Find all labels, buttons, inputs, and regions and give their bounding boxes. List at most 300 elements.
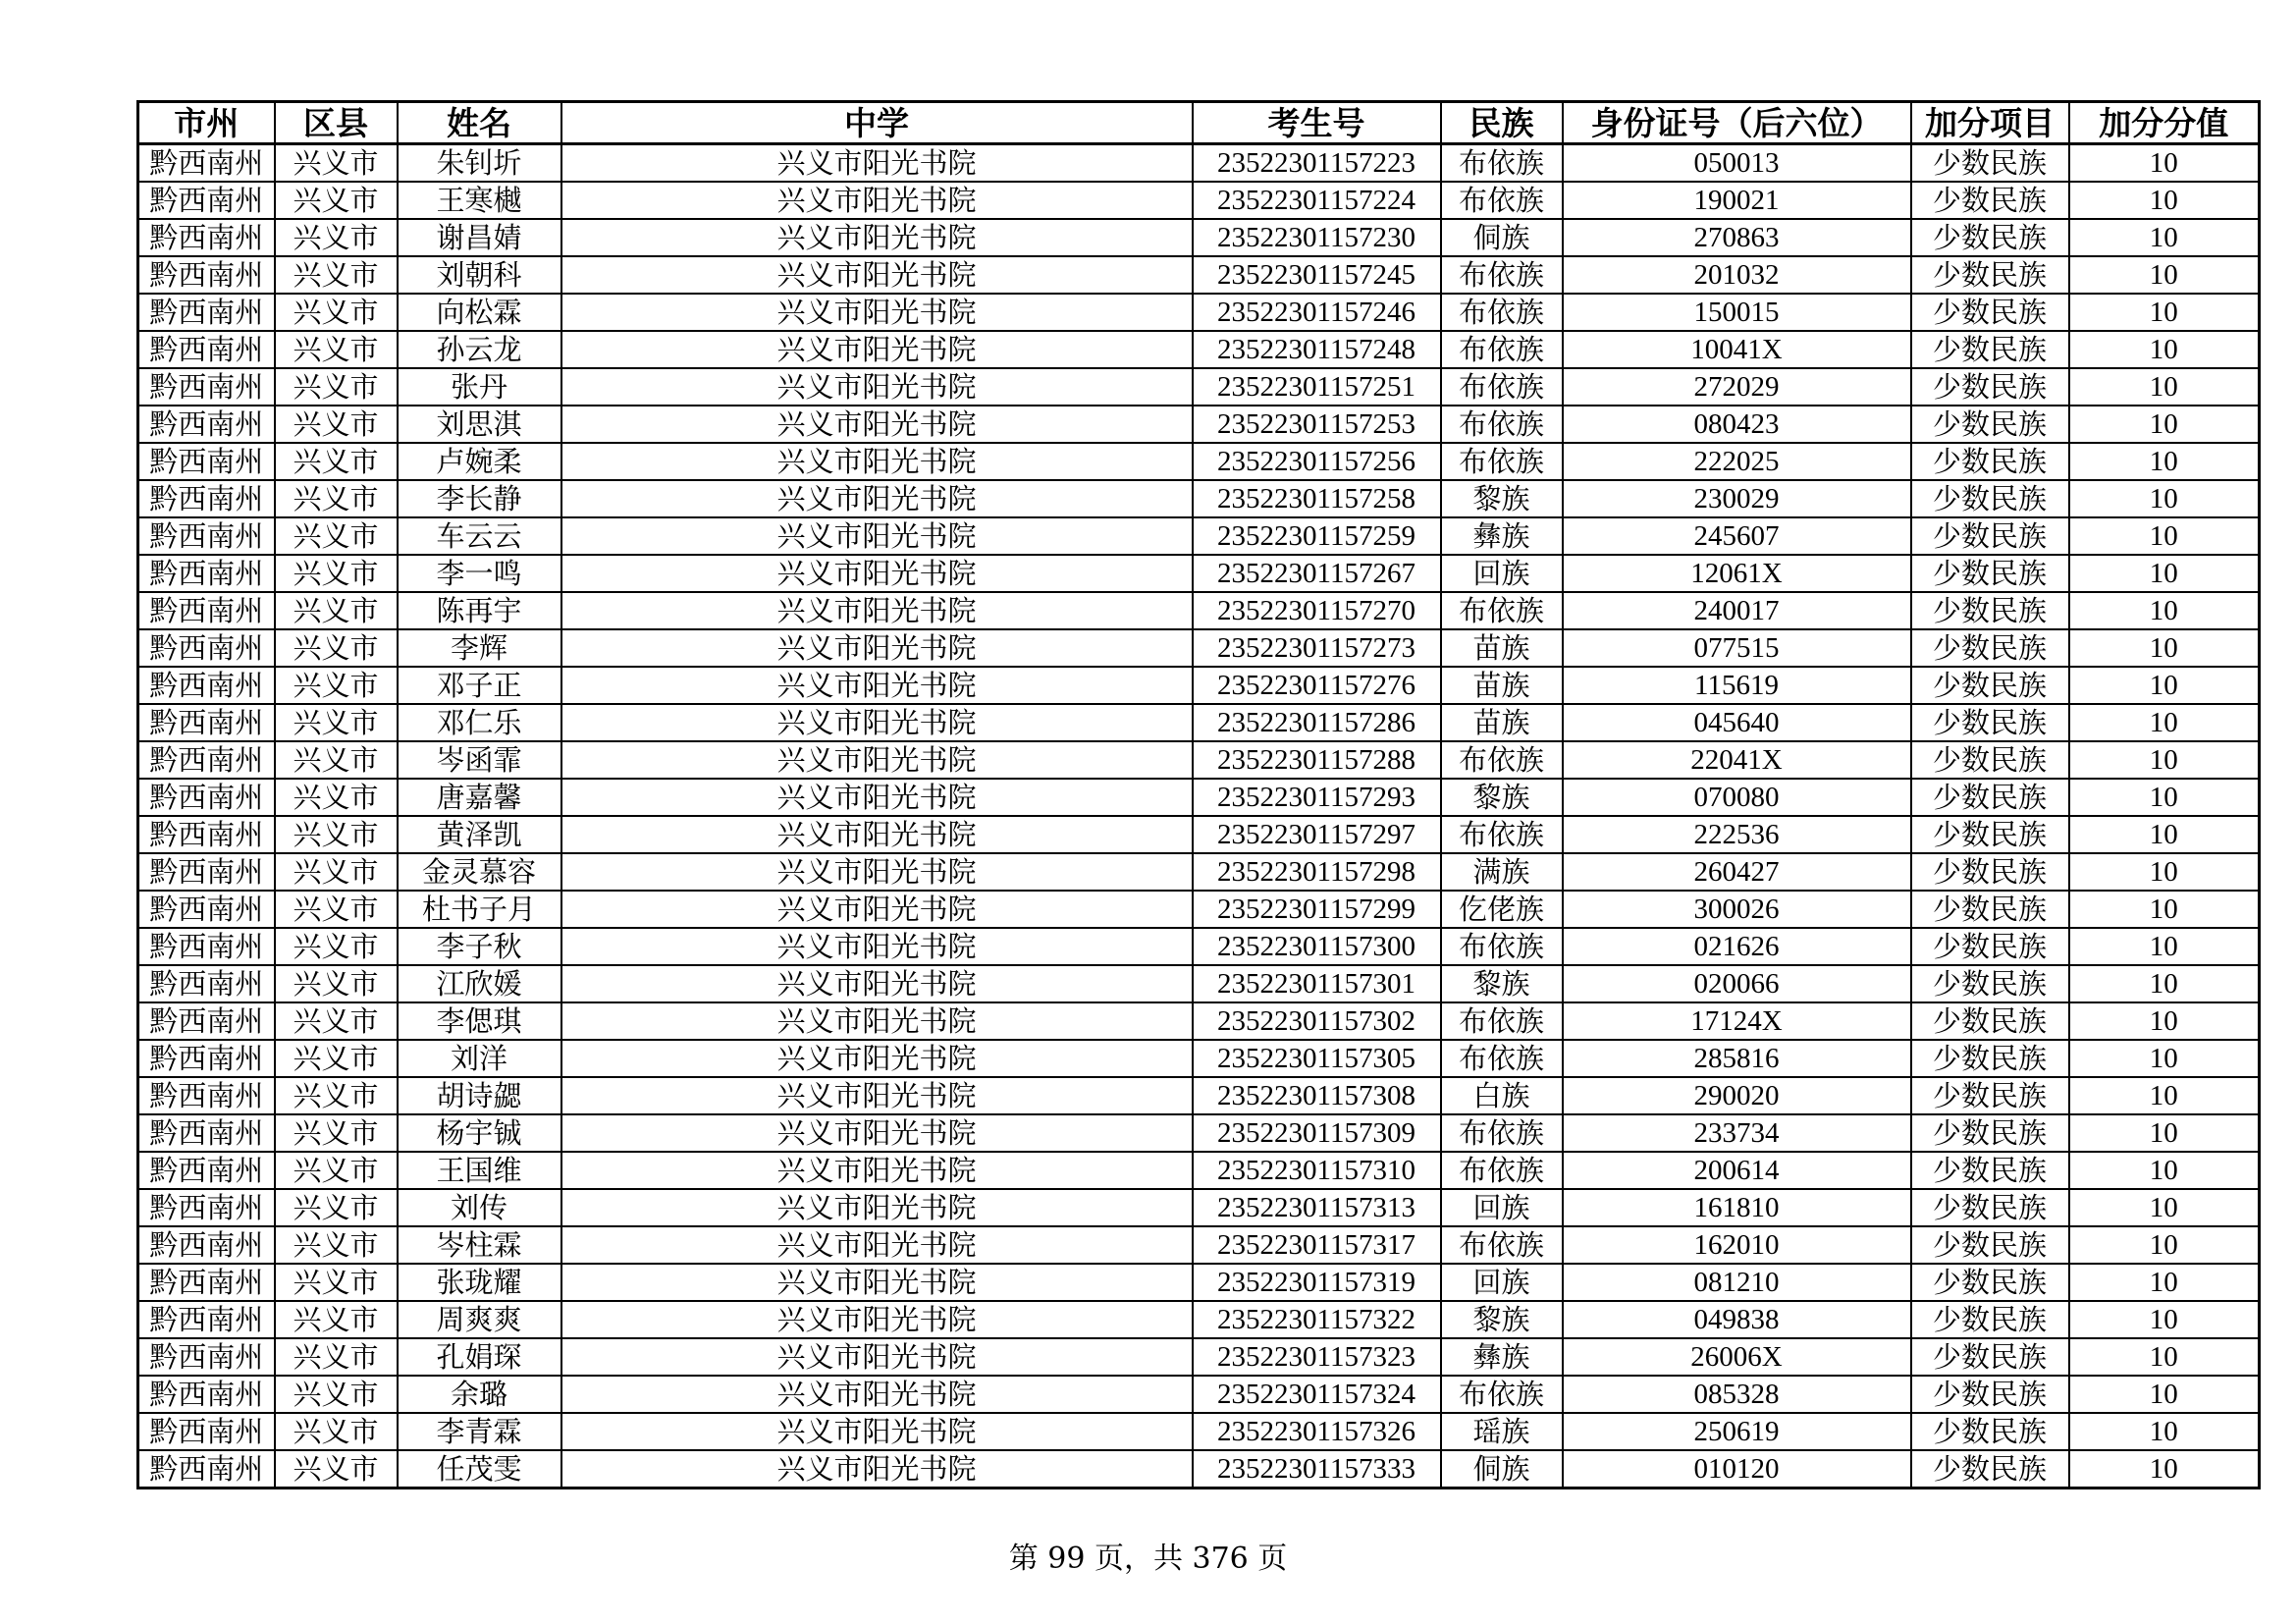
cell-district: 兴义市 [275,555,398,592]
cell-ethnicity: 布依族 [1441,741,1563,779]
cell-district: 兴义市 [275,1002,398,1040]
cell-school: 兴义市阳光书院 [561,1338,1193,1376]
cell-bonus-item: 少数民族 [1911,1189,2069,1226]
table-row [138,1152,2260,1189]
cell-exam-number: 23522301157258 [1193,480,1441,517]
cell-bonus-item: 少数民族 [1911,1114,2069,1152]
cell-school: 兴义市阳光书院 [561,741,1193,779]
cell-ethnicity: 布依族 [1441,1040,1563,1077]
cell-id-last-six: 285816 [1563,1040,1911,1077]
cell-school: 兴义市阳光书院 [561,219,1193,256]
page-footer: 第 99 页，共 376 页 [1008,1542,1288,1576]
cell-bonus-item: 少数民族 [1911,965,2069,1002]
cell-name: 孔娟琛 [398,1338,561,1376]
cell-name: 唐嘉馨 [398,779,561,816]
table-row [138,1264,2260,1301]
cell-id-last-six: 077515 [1563,629,1911,667]
table-row [138,853,2260,891]
cell-city: 黔西南州 [138,368,275,406]
cell-bonus-points: 10 [2069,592,2260,629]
cell-exam-number: 23522301157224 [1193,182,1441,219]
cell-exam-number: 23522301157253 [1193,406,1441,443]
cell-name: 岑函霏 [398,741,561,779]
cell-city: 黔西南州 [138,1002,275,1040]
cell-school: 兴义市阳光书院 [561,182,1193,219]
cell-name: 向松霖 [398,294,561,331]
cell-bonus-item: 少数民族 [1911,1152,2069,1189]
table-row [138,1338,2260,1376]
table-row [138,480,2260,517]
cell-name: 杜书子月 [398,891,561,928]
cell-bonus-points: 10 [2069,480,2260,517]
table-row [138,406,2260,443]
cell-bonus-points: 10 [2069,368,2260,406]
cell-ethnicity: 苗族 [1441,704,1563,741]
cell-district: 兴义市 [275,1189,398,1226]
cell-bonus-points: 10 [2069,517,2260,555]
cell-ethnicity: 黎族 [1441,965,1563,1002]
cell-id-last-six: 010120 [1563,1450,1911,1489]
header-id-last-six: 身份证号（后六位） [1563,102,1911,144]
cell-id-last-six: 290020 [1563,1077,1911,1114]
cell-exam-number: 23522301157297 [1193,816,1441,853]
cell-name: 任茂雯 [398,1450,561,1489]
cell-school: 兴义市阳光书院 [561,1264,1193,1301]
cell-city: 黔西南州 [138,406,275,443]
cell-district: 兴义市 [275,1077,398,1114]
cell-school: 兴义市阳光书院 [561,1376,1193,1413]
cell-city: 黔西南州 [138,182,275,219]
cell-bonus-points: 10 [2069,294,2260,331]
cell-district: 兴义市 [275,443,398,480]
cell-bonus-item: 少数民族 [1911,1077,2069,1114]
cell-ethnicity: 侗族 [1441,1450,1563,1489]
cell-bonus-item: 少数民族 [1911,629,2069,667]
table-body [138,144,2260,1489]
cell-city: 黔西南州 [138,1226,275,1264]
cell-exam-number: 23522301157310 [1193,1152,1441,1189]
cell-school: 兴义市阳光书院 [561,592,1193,629]
cell-city: 黔西南州 [138,331,275,368]
cell-city: 黔西南州 [138,1413,275,1450]
cell-name: 胡诗勰 [398,1077,561,1114]
header-ethnicity: 民族 [1441,102,1563,144]
cell-ethnicity: 布依族 [1441,294,1563,331]
cell-school: 兴义市阳光书院 [561,853,1193,891]
cell-bonus-points: 10 [2069,816,2260,853]
cell-city: 黔西南州 [138,891,275,928]
cell-bonus-points: 10 [2069,406,2260,443]
table-row [138,816,2260,853]
cell-school: 兴义市阳光书院 [561,667,1193,704]
cell-name: 张丹 [398,368,561,406]
cell-name: 陈再宇 [398,592,561,629]
table-row [138,182,2260,219]
cell-bonus-item: 少数民族 [1911,406,2069,443]
cell-ethnicity: 满族 [1441,853,1563,891]
cell-bonus-item: 少数民族 [1911,592,2069,629]
cell-exam-number: 23522301157298 [1193,853,1441,891]
cell-city: 黔西南州 [138,704,275,741]
header-row [138,102,2260,144]
cell-exam-number: 23522301157302 [1193,1002,1441,1040]
cell-name: 李辉 [398,629,561,667]
cell-exam-number: 23522301157259 [1193,517,1441,555]
table-row [138,965,2260,1002]
cell-bonus-item: 少数民族 [1911,1376,2069,1413]
cell-school: 兴义市阳光书院 [561,1413,1193,1450]
cell-id-last-six: 020066 [1563,965,1911,1002]
cell-ethnicity: 苗族 [1441,629,1563,667]
table-row [138,294,2260,331]
cell-exam-number: 23522301157323 [1193,1338,1441,1376]
cell-city: 黔西南州 [138,816,275,853]
table-row [138,891,2260,928]
cell-name: 刘思淇 [398,406,561,443]
cell-ethnicity: 布依族 [1441,368,1563,406]
cell-ethnicity: 布依族 [1441,144,1563,183]
cell-bonus-points: 10 [2069,219,2260,256]
cell-bonus-item: 少数民族 [1911,779,2069,816]
cell-district: 兴义市 [275,928,398,965]
cell-ethnicity: 瑶族 [1441,1413,1563,1450]
header-school: 中学 [561,102,1193,144]
cell-name: 黄泽凯 [398,816,561,853]
cell-city: 黔西南州 [138,965,275,1002]
cell-district: 兴义市 [275,1040,398,1077]
cell-city: 黔西南州 [138,517,275,555]
cell-school: 兴义市阳光书院 [561,368,1193,406]
cell-school: 兴义市阳光书院 [561,928,1193,965]
cell-bonus-points: 10 [2069,144,2260,183]
cell-district: 兴义市 [275,1413,398,1450]
cell-school: 兴义市阳光书院 [561,1189,1193,1226]
cell-district: 兴义市 [275,1152,398,1189]
cell-bonus-points: 10 [2069,928,2260,965]
cell-name: 王国维 [398,1152,561,1189]
cell-id-last-six: 233734 [1563,1114,1911,1152]
cell-ethnicity: 布依族 [1441,928,1563,965]
cell-school: 兴义市阳光书院 [561,480,1193,517]
cell-exam-number: 23522301157308 [1193,1077,1441,1114]
cell-school: 兴义市阳光书院 [561,704,1193,741]
cell-exam-number: 23522301157270 [1193,592,1441,629]
cell-ethnicity: 回族 [1441,1264,1563,1301]
cell-district: 兴义市 [275,592,398,629]
cell-exam-number: 23522301157245 [1193,256,1441,294]
cell-name: 余璐 [398,1376,561,1413]
cell-district: 兴义市 [275,1301,398,1338]
cell-ethnicity: 布依族 [1441,443,1563,480]
table-row [138,1413,2260,1450]
cell-name: 李长静 [398,480,561,517]
cell-bonus-item: 少数民族 [1911,219,2069,256]
cell-name: 卢婉柔 [398,443,561,480]
cell-name: 朱钊圻 [398,144,561,183]
cell-ethnicity: 苗族 [1441,667,1563,704]
cell-bonus-points: 10 [2069,1338,2260,1376]
cell-ethnicity: 回族 [1441,555,1563,592]
cell-city: 黔西南州 [138,1450,275,1489]
table-row [138,1189,2260,1226]
table-row [138,443,2260,480]
table-row [138,1376,2260,1413]
cell-name: 王寒樾 [398,182,561,219]
cell-city: 黔西南州 [138,443,275,480]
cell-school: 兴义市阳光书院 [561,331,1193,368]
cell-school: 兴义市阳光书院 [561,517,1193,555]
cell-district: 兴义市 [275,816,398,853]
cell-id-last-six: 150015 [1563,294,1911,331]
cell-school: 兴义市阳光书院 [561,816,1193,853]
table-row [138,555,2260,592]
cell-district: 兴义市 [275,1264,398,1301]
table-row [138,779,2260,816]
cell-district: 兴义市 [275,144,398,183]
cell-exam-number: 23522301157322 [1193,1301,1441,1338]
cell-ethnicity: 布依族 [1441,406,1563,443]
cell-bonus-points: 10 [2069,891,2260,928]
cell-bonus-item: 少数民族 [1911,480,2069,517]
table-row [138,1114,2260,1152]
cell-ethnicity: 布依族 [1441,256,1563,294]
cell-exam-number: 23522301157326 [1193,1413,1441,1450]
cell-id-last-six: 222536 [1563,816,1911,853]
cell-city: 黔西南州 [138,1301,275,1338]
cell-id-last-six: 080423 [1563,406,1911,443]
table-row [138,368,2260,406]
cell-id-last-six: 12061X [1563,555,1911,592]
cell-id-last-six: 161810 [1563,1189,1911,1226]
cell-district: 兴义市 [275,1226,398,1264]
cell-school: 兴义市阳光书院 [561,1114,1193,1152]
cell-id-last-six: 222025 [1563,443,1911,480]
cell-bonus-points: 10 [2069,965,2260,1002]
cell-id-last-six: 26006X [1563,1338,1911,1376]
cell-bonus-item: 少数民族 [1911,1226,2069,1264]
cell-bonus-item: 少数民族 [1911,1338,2069,1376]
table-row [138,741,2260,779]
cell-bonus-points: 10 [2069,741,2260,779]
cell-city: 黔西南州 [138,629,275,667]
cell-name: 岑柱霖 [398,1226,561,1264]
cell-id-last-six: 260427 [1563,853,1911,891]
cell-ethnicity: 彝族 [1441,517,1563,555]
cell-bonus-points: 10 [2069,704,2260,741]
cell-bonus-item: 少数民族 [1911,1450,2069,1489]
cell-id-last-six: 085328 [1563,1376,1911,1413]
cell-bonus-points: 10 [2069,853,2260,891]
cell-id-last-six: 10041X [1563,331,1911,368]
cell-id-last-six: 22041X [1563,741,1911,779]
cell-district: 兴义市 [275,704,398,741]
table-row [138,517,2260,555]
cell-district: 兴义市 [275,256,398,294]
cell-bonus-points: 10 [2069,1413,2260,1450]
cell-city: 黔西南州 [138,219,275,256]
table-row [138,1040,2260,1077]
cell-exam-number: 23522301157230 [1193,219,1441,256]
cell-bonus-points: 10 [2069,629,2260,667]
header-exam-number: 考生号 [1193,102,1441,144]
cell-exam-number: 23522301157300 [1193,928,1441,965]
cell-id-last-six: 081210 [1563,1264,1911,1301]
cell-exam-number: 23522301157246 [1193,294,1441,331]
table-row [138,1226,2260,1264]
cell-name: 金灵慕容 [398,853,561,891]
cell-bonus-points: 10 [2069,1264,2260,1301]
cell-ethnicity: 黎族 [1441,1301,1563,1338]
cell-exam-number: 23522301157248 [1193,331,1441,368]
cell-school: 兴义市阳光书院 [561,1002,1193,1040]
header-district: 区县 [275,102,398,144]
table-row [138,629,2260,667]
header-city: 市州 [138,102,275,144]
cell-bonus-points: 10 [2069,667,2260,704]
cell-id-last-six: 162010 [1563,1226,1911,1264]
cell-id-last-six: 200614 [1563,1152,1911,1189]
cell-district: 兴义市 [275,1338,398,1376]
cell-exam-number: 23522301157251 [1193,368,1441,406]
cell-name: 谢昌婧 [398,219,561,256]
cell-ethnicity: 仡佬族 [1441,891,1563,928]
cell-id-last-six: 270863 [1563,219,1911,256]
cell-exam-number: 23522301157267 [1193,555,1441,592]
cell-bonus-item: 少数民族 [1911,182,2069,219]
cell-school: 兴义市阳光书院 [561,144,1193,183]
cell-district: 兴义市 [275,294,398,331]
cell-ethnicity: 布依族 [1441,1376,1563,1413]
cell-exam-number: 23522301157317 [1193,1226,1441,1264]
cell-school: 兴义市阳光书院 [561,1226,1193,1264]
cell-ethnicity: 布依族 [1441,182,1563,219]
cell-school: 兴义市阳光书院 [561,1450,1193,1489]
cell-bonus-item: 少数民族 [1911,555,2069,592]
cell-name: 刘朝科 [398,256,561,294]
table-row [138,144,2260,183]
cell-bonus-item: 少数民族 [1911,1264,2069,1301]
cell-city: 黔西南州 [138,1152,275,1189]
cell-id-last-six: 021626 [1563,928,1911,965]
cell-exam-number: 23522301157256 [1193,443,1441,480]
cell-school: 兴义市阳光书院 [561,256,1193,294]
cell-ethnicity: 侗族 [1441,219,1563,256]
cell-id-last-six: 049838 [1563,1301,1911,1338]
cell-bonus-item: 少数民族 [1911,667,2069,704]
cell-city: 黔西南州 [138,1338,275,1376]
cell-bonus-points: 10 [2069,1077,2260,1114]
cell-city: 黔西南州 [138,480,275,517]
cell-ethnicity: 布依族 [1441,331,1563,368]
table-row [138,1301,2260,1338]
cell-city: 黔西南州 [138,555,275,592]
cell-city: 黔西南州 [138,741,275,779]
cell-exam-number: 23522301157309 [1193,1114,1441,1152]
cell-district: 兴义市 [275,480,398,517]
cell-name: 李子秋 [398,928,561,965]
cell-district: 兴义市 [275,965,398,1002]
cell-name: 李一鸣 [398,555,561,592]
cell-bonus-item: 少数民族 [1911,741,2069,779]
table-row [138,219,2260,256]
cell-district: 兴义市 [275,629,398,667]
cell-city: 黔西南州 [138,928,275,965]
cell-school: 兴义市阳光书院 [561,555,1193,592]
cell-bonus-points: 10 [2069,443,2260,480]
cell-district: 兴义市 [275,406,398,443]
cell-city: 黔西南州 [138,1264,275,1301]
cell-exam-number: 23522301157305 [1193,1040,1441,1077]
cell-bonus-points: 10 [2069,1152,2260,1189]
roster-table [136,100,2261,1489]
cell-city: 黔西南州 [138,294,275,331]
cell-id-last-six: 250619 [1563,1413,1911,1450]
cell-id-last-six: 230029 [1563,480,1911,517]
cell-exam-number: 23522301157319 [1193,1264,1441,1301]
cell-exam-number: 23522301157273 [1193,629,1441,667]
cell-bonus-item: 少数民族 [1911,517,2069,555]
cell-exam-number: 23522301157286 [1193,704,1441,741]
cell-id-last-six: 050013 [1563,144,1911,183]
cell-bonus-item: 少数民族 [1911,1413,2069,1450]
table-row [138,592,2260,629]
cell-city: 黔西南州 [138,144,275,183]
cell-school: 兴义市阳光书院 [561,1301,1193,1338]
cell-exam-number: 23522301157223 [1193,144,1441,183]
cell-id-last-six: 115619 [1563,667,1911,704]
cell-district: 兴义市 [275,779,398,816]
cell-bonus-points: 10 [2069,1301,2260,1338]
cell-school: 兴义市阳光书院 [561,1152,1193,1189]
table-row [138,331,2260,368]
cell-district: 兴义市 [275,219,398,256]
cell-district: 兴义市 [275,331,398,368]
cell-bonus-points: 10 [2069,779,2260,816]
cell-name: 刘传 [398,1189,561,1226]
header-bonus-item: 加分项目 [1911,102,2069,144]
cell-city: 黔西南州 [138,592,275,629]
cell-ethnicity: 布依族 [1441,1002,1563,1040]
cell-ethnicity: 布依族 [1441,1226,1563,1264]
cell-bonus-item: 少数民族 [1911,853,2069,891]
cell-school: 兴义市阳光书院 [561,779,1193,816]
cell-id-last-six: 045640 [1563,704,1911,741]
cell-bonus-points: 10 [2069,1189,2260,1226]
cell-bonus-item: 少数民族 [1911,928,2069,965]
cell-district: 兴义市 [275,517,398,555]
table-row [138,928,2260,965]
cell-bonus-item: 少数民族 [1911,294,2069,331]
cell-bonus-points: 10 [2069,1114,2260,1152]
cell-id-last-six: 070080 [1563,779,1911,816]
cell-city: 黔西南州 [138,1376,275,1413]
cell-id-last-six: 240017 [1563,592,1911,629]
cell-bonus-item: 少数民族 [1911,1040,2069,1077]
cell-name: 张珑耀 [398,1264,561,1301]
cell-ethnicity: 布依族 [1441,1152,1563,1189]
cell-name: 邓子正 [398,667,561,704]
cell-name: 江欣媛 [398,965,561,1002]
cell-name: 杨宇铖 [398,1114,561,1152]
cell-name: 李偲琪 [398,1002,561,1040]
cell-city: 黔西南州 [138,1189,275,1226]
cell-name: 李青霖 [398,1413,561,1450]
cell-ethnicity: 白族 [1441,1077,1563,1114]
cell-district: 兴义市 [275,1450,398,1489]
cell-bonus-points: 10 [2069,256,2260,294]
cell-bonus-points: 10 [2069,331,2260,368]
cell-district: 兴义市 [275,368,398,406]
